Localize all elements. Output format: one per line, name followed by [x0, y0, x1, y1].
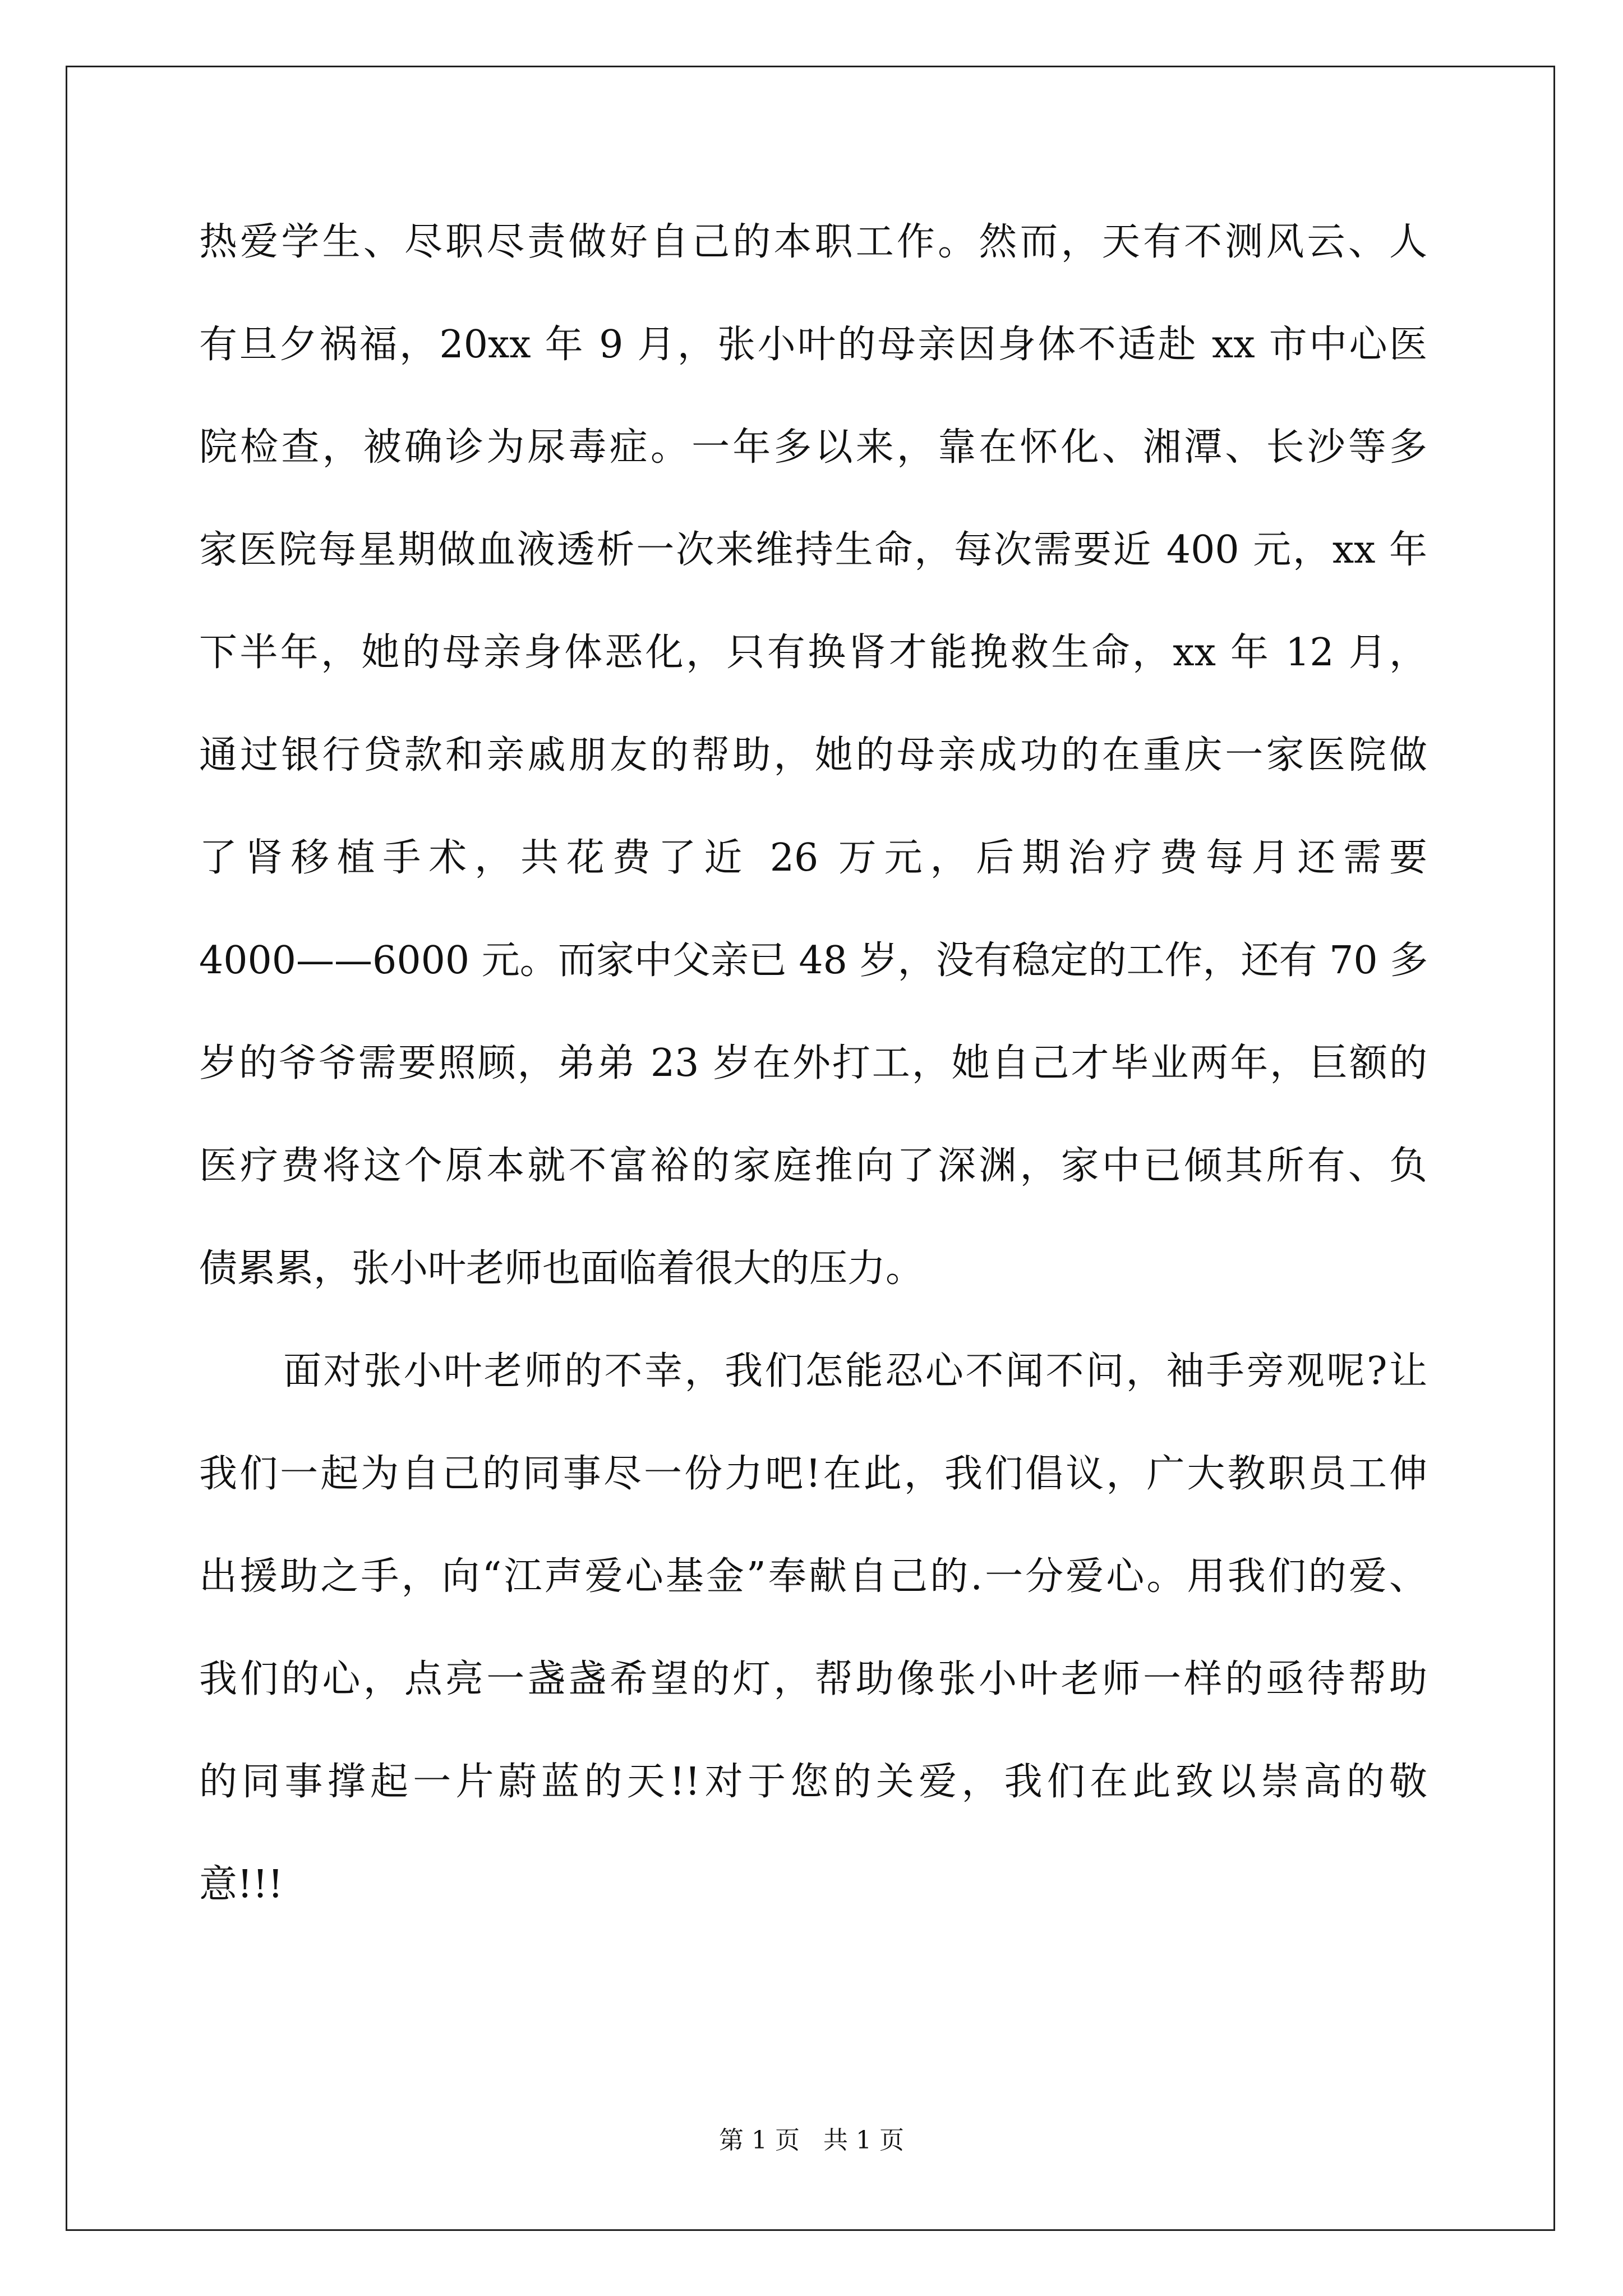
text-line: 有旦夕祸福，20xx 年 9 月，张小叶的母亲因身体不适赴 xx 市中心医 [199, 323, 1427, 367]
text-line: 债累累，张小叶老师也面临着很大的压力。 [199, 1246, 924, 1291]
text-line: 院检查，被确诊为尿毒症。一年多以来，靠在怀化、湘潭、长沙等多 [199, 425, 1427, 470]
text-line: 我们一起为自己的同事尽一份力吧!在此，我们倡议，广大教职员工伸 [199, 1452, 1427, 1496]
text-line: 4000——6000 元。而家中父亲已 48 岁，没有稳定的工作，还有 70 多 [199, 938, 1428, 983]
text-line: 下半年，她的母亲身体恶化，只有换肾才能挽救生命，xx 年 12 月， [199, 631, 1427, 675]
text-line: 的同事撑起一片蔚蓝的天!!对于您的关爱，我们在此致以崇高的敬 [199, 1760, 1427, 1804]
text-line: 面对张小叶老师的不幸，我们怎能忍心不闻不问，袖手旁观呢?让 [283, 1349, 1427, 1393]
text-line: 我们的心，点亮一盏盏希望的灯，帮助像张小叶老师一样的亟待帮助 [199, 1657, 1427, 1701]
text-line: 医疗费将这个原本就不富裕的家庭推向了深渊，家中已倾其所有、负 [199, 1144, 1427, 1188]
page-number-footer: 第 1 页 共 1 页 [719, 2126, 904, 2155]
text-line: 了肾移植手术，共花费了近 26 万元，后期治疗费每月还需要 [199, 836, 1427, 880]
text-line: 出援助之手，向“江声爱心基金”奉献自己的.一分爱心。用我们的爱、 [199, 1554, 1427, 1599]
text-line: 热爱学生、尽职尽责做好自己的本职工作。然而，天有不测风云、人 [199, 220, 1427, 264]
text-line: 通过银行贷款和亲戚朋友的帮助，她的母亲成功的在重庆一家医院做 [199, 733, 1427, 777]
text-line: 家医院每星期做血液透析一次来维持生命，每次需要近 400 元，xx 年 [199, 528, 1427, 572]
text-line: 岁的爷爷需要照顾，弟弟 23 岁在外打工，她自己才毕业两年，巨额的 [199, 1041, 1427, 1085]
text-line: 意!!! [199, 1862, 283, 1907]
